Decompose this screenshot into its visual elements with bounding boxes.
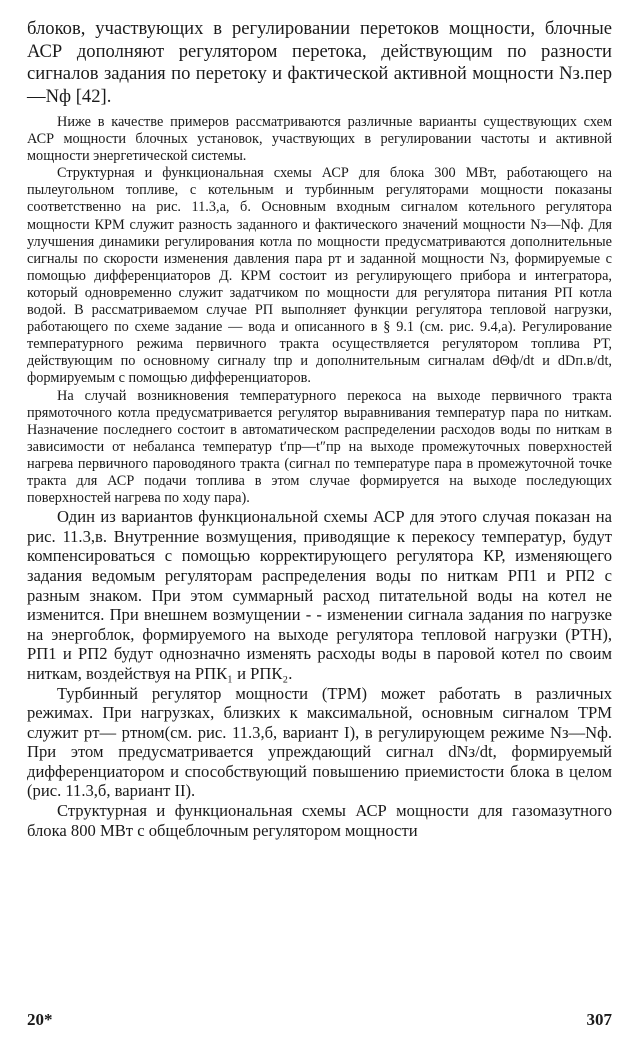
page-footer bbox=[27, 1010, 612, 1030]
paragraph-block-300: Структурная и функциональная схемы АСР для блока 300 МВт, работающего на пылеугольном топливе, с котельным и турбинным регуляторами мощности показаны соответственно на рис. 11.3,а, б. Основным входным сигналом котельного регулятора мощности КРМ служит разность заданного и фактического значений мощности Nз—Nф. Для улучшения динамики регулирования котла по мощности предусматриваются дополнительные сигналы по скорости изменения давления пара pт и заданной мощности Nз, формируемые с помощью дифференциаторов Д. КРМ состоит из регулирующего прибора и интегратора, который одновременно служит задатчиком по мощности для регулятора питания РП котла водой. В рассматриваемом случае РП выполняет функции регулятора тепловой нагрузки, работающего по схеме задание — вода и описанного в § 9.1 (см. рис. 9.4,а). Регулирование температурного режима первичного тракта осуществляется регулятором топлива РТ, действующим по основному сигналу tпр и дополнительным сигналам dΘф/dt и dDп.в/dt, формируемым с помощью дифференциаторов. bbox=[27, 165, 612, 387]
signature-mark: 20* bbox=[27, 1010, 53, 1029]
paragraph-temperature-skew: На случай возникновения температурного перекоса на выходе первичного тракта прямоточного котла предусматривается регулятор выравнивания температур пара по ниткам. Назначение последнего состоит в автоматическом распределении расходов воды по ниткам в зависимости от небаланса температур t′пр—t″пр на выходе промежуточных поверхностей нагрева первичного пароводяного тракта (сигнал по температуре пара в промежуточной точке тракта для АСР подачи топлива в этом случае формируется на выходе последующих поверхностей нагрева по ходу пара). bbox=[27, 387, 612, 507]
paragraph-continuation: блоков, участвующих в регулировании перетоков мощности, блочные АСР дополняют регулятором перетока, действующим по разности сигналов задания по перетоку и фактической активной мощности Nз.пер—Nф [42]. bbox=[27, 18, 612, 107]
page-number: 307 bbox=[586, 1010, 612, 1029]
paragraph-block-800: Структурная и функциональная схемы АСР мощности для газомазутного блока 800 МВт с общеблочным регулятором мощности bbox=[27, 801, 612, 840]
paragraph-examples-intro: Ниже в качестве примеров рассматриваются различные варианты существующих схем АСР мощности блочных установок, участвующих в регулировании частоты и активной мощности энергетической системы. bbox=[27, 114, 612, 165]
paragraph-turbine-regulator: Турбинный регулятор мощности (ТРМ) может работать в различных режимах. При нагрузках, близких к максимальной, основным сигналом ТРМ служит pт— pтном(см. рис. 11.3,б, вариант I), в регулирующем режиме Nз—Nф. При этом предусматривается упреждающий сигнал dNз/dt, формируемый дифференциатором и способствующий повышению приемистости блока в целом (рис. 11.3,б, вариант II). bbox=[27, 683, 612, 801]
paragraph-functional-scheme: Один из вариантов функциональной схемы АСР для этого случая показан на рис. 11.3,в. Внутренние возмущения, приводящие к перекосу температур, будут компенсироваться с помощью корректирующего регулятора КР, изменяющего задания ведомым регуляторам распределения воды по ниткам РП1 и РП2 с разным знаком. При этом суммарный расход питательной воды на котел не изменится. При внешнем возмущении - - изменении сигнала задания по нагрузке на энергоблок, формируемого на выходе регулятора тепловой нагрузки (РТН), РП1 и РП2 будут однозначно изменять расходы воды в паровой котел по своим ниткам, воздействуя на РПК₁ и РПК₂. bbox=[27, 507, 612, 683]
